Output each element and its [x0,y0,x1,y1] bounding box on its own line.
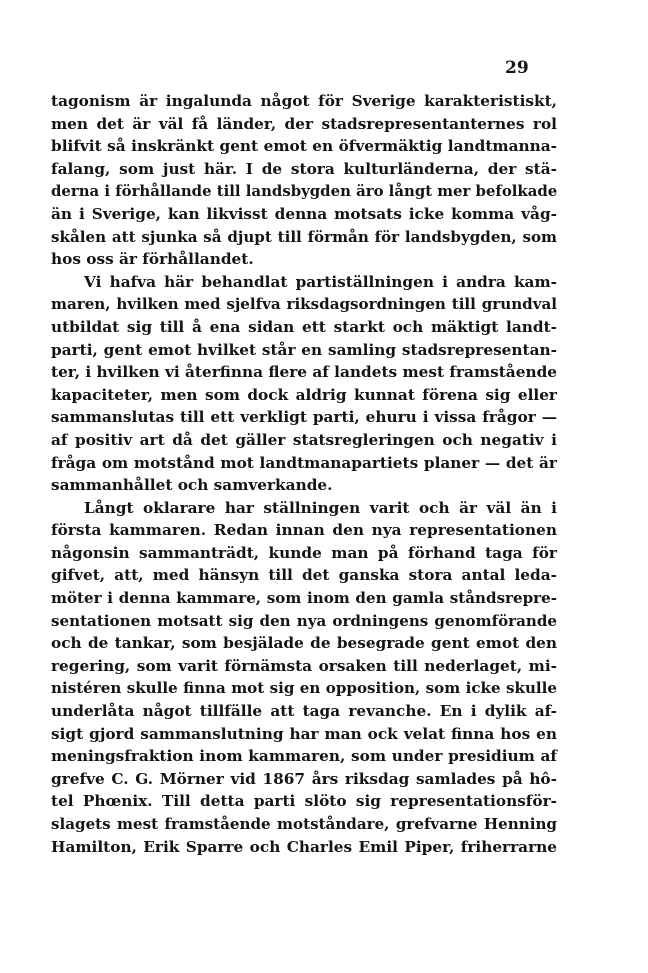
body-text [51,90,557,858]
text-line: än i Sverige, kan likvisst denna motsats icke komma våg- [51,204,557,223]
text-line: Vi hafva här behandlat partiställningen i andra kam- [84,272,557,291]
text-line: underlåta något tillfälle att taga revanche. En i dylik af- [51,702,557,721]
text-line: skålen att sjunka så djupt till förmån för landsbygden, som [51,227,557,246]
text-line: sigt gjord sammanslutning har man ock velat finna hos en [51,724,557,743]
text-line: men det är väl få länder, der stadsrepresentanternes rol [51,114,557,133]
text-line: Hamilton, Erik Sparre och Charles Emil Piper, friherrarne [51,837,557,856]
text-line: gifvet, att, med hänsyn till det ganska stora antal leda- [51,566,557,585]
text-line: slagets mest framstående motståndare, grefvarne Henning [51,815,557,833]
text-line: fråga om motstånd mot landtmanapartiets planer — det är [51,453,557,472]
text-line: hos oss är förhållandet. [51,250,254,269]
text-line: tel Phœnix. Till detta parti slöto sig representationsför- [51,792,557,811]
text-line: sammanhållet och samverkande. [51,476,333,495]
text-line: nistéren skulle finna mot sig en opposition, som icke skulle [51,679,557,698]
text-line: Långt oklarare har ställningen varit och är väl än i [84,498,557,517]
text-line: grefve C. G. Mörner vid 1867 års riksdag samlades på hô- [51,769,557,788]
text-line: tagonism är ingalunda något för Sverige karakteristiskt, [51,92,557,110]
text-line: regering, som varit förnämsta orsaken till nederlaget, mi- [51,656,557,675]
text-line: parti, gent emot hvilket står en samling stadsrepresentan- [51,340,557,359]
text-line: och de tankar, som besjälade de besegrade gent emot den [51,634,557,653]
text-line: någonsin sammanträdt, kunde man på förhand taga för [51,543,557,562]
text-line: falang, som just här. I de stora kulturländerna, der stä- [51,159,557,178]
text-line: sentationen motsatt sig den nya ordningens genomförande [51,611,557,630]
text-line: möter i denna kammare, som inom den gamla ståndsrepre- [51,589,557,608]
text-line: derna i förhållande till landsbygden äro långt mer befolkade [51,182,558,201]
text-line: maren, hvilken med sjelfva riksdagsordningen till grundval [51,295,557,314]
text-line: kapaciteter, men som dock aldrig kunnat förena sig eller [51,385,557,404]
text-line: sammanslutas till ett verkligt parti, ehuru i vissa frågor — [51,408,557,427]
text-line: blifvit så inskränkt gent emot en öfvermäktig landtmanna- [51,137,557,156]
page-number: 29 [505,58,529,78]
text-line: ter, i hvilken vi återfinna flere af landets mest framstående [51,363,557,382]
text-line: första kammaren. Redan innan den nya representationen [51,521,557,540]
text-line: meningsfraktion inom kammaren, som under presidium af [51,747,557,766]
text-line: utbildat sig till å ena sidan ett starkt och mäktigt landt- [51,317,557,336]
text-line: af positiv art då det gäller statsregleringen och negativ i [51,430,557,449]
